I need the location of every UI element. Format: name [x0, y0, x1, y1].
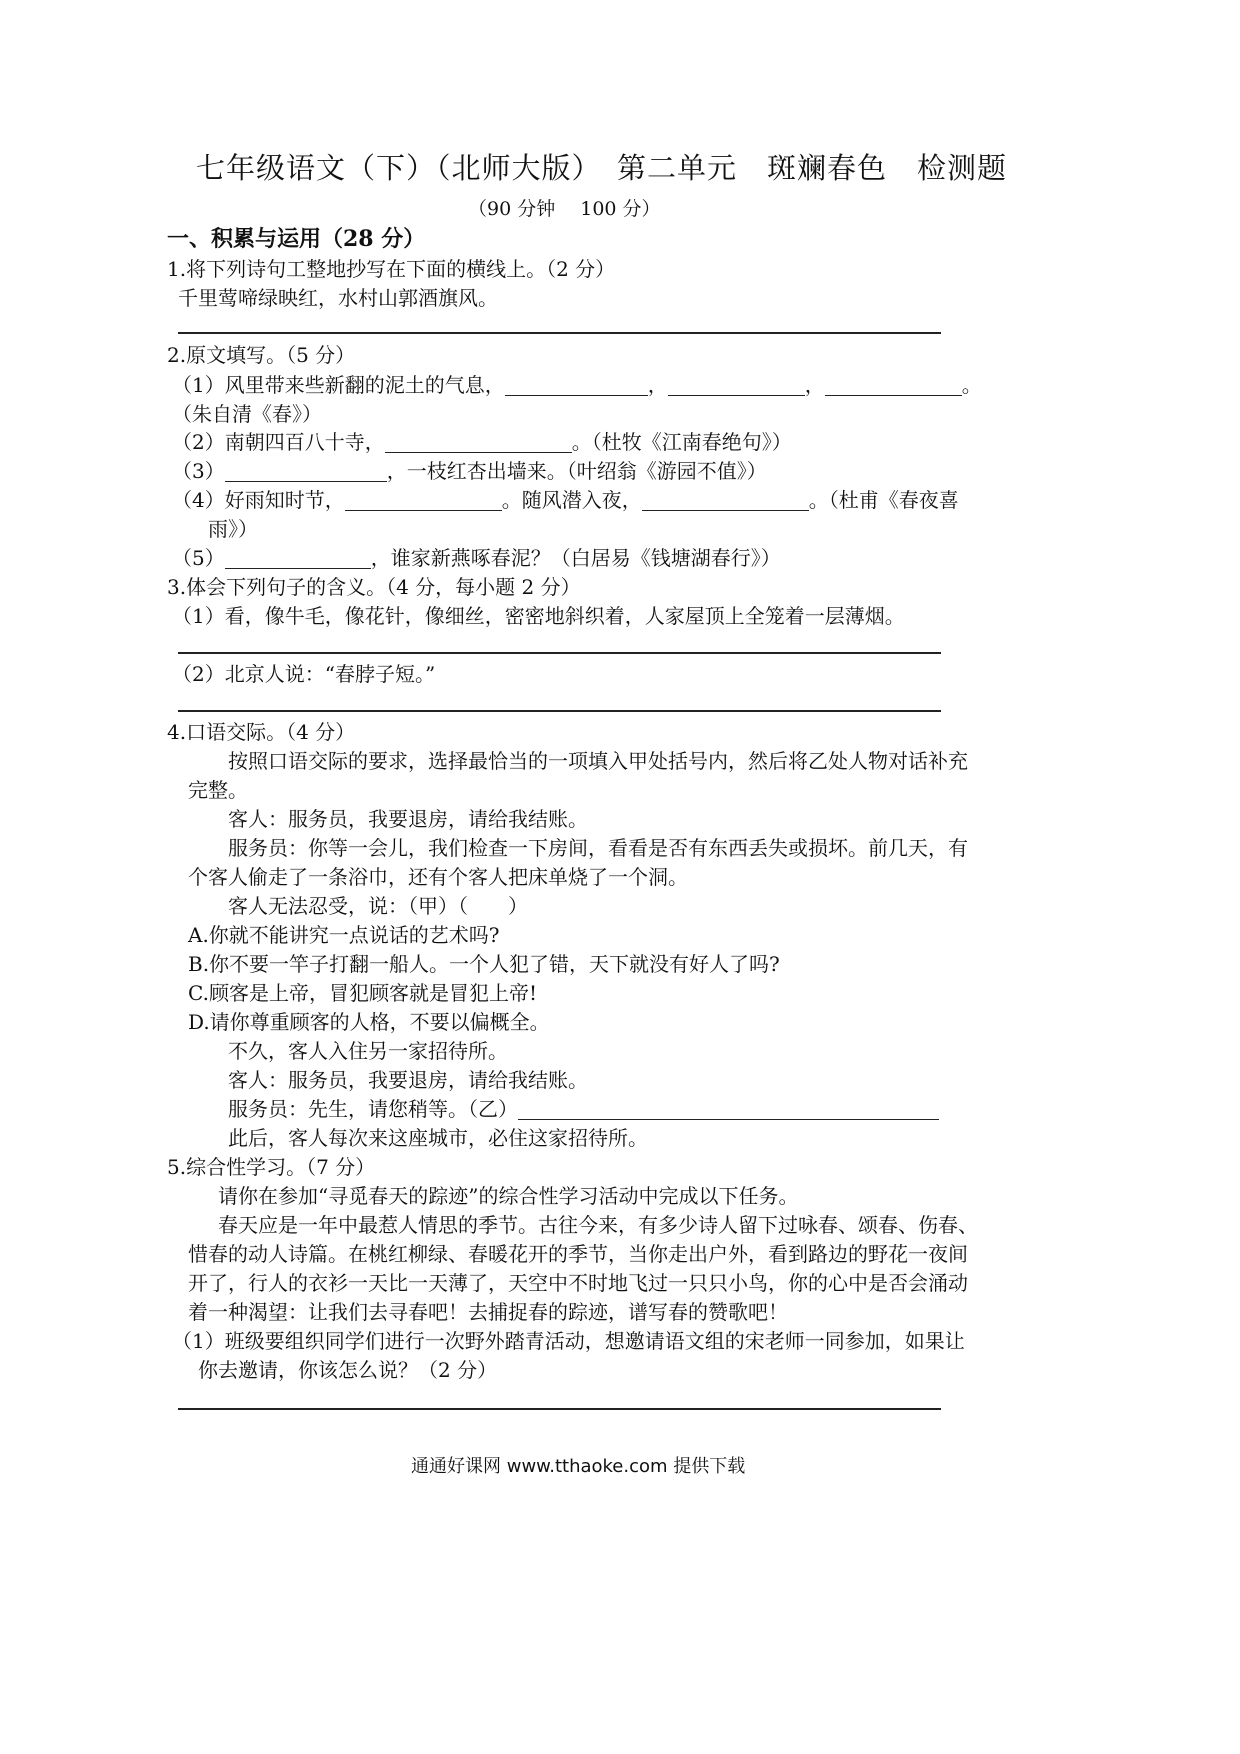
item-text: （5） — [172, 546, 225, 570]
fill-blank[interactable] — [642, 490, 809, 511]
dialogue-line: 不久，客人入住另一家招待所。 — [228, 1039, 508, 1063]
dialogue-line: 客人：服务员，我要退房，请给我结账。 — [228, 807, 588, 831]
item-text: （1）风里带来些新翻的泥土的气息， — [172, 373, 505, 397]
question-2-item-5 — [172, 545, 781, 571]
page-footer: 通通好课网 www.tthaoke.com 提供下载 — [411, 1456, 746, 1477]
dialogue-line: 个客人偷走了一条浴巾，还有个客人把床单烧了一个洞。 — [188, 865, 688, 889]
question-5-para: 着一种渴望：让我们去寻春吧！去捕捉春的踪迹，谱写春的赞歌吧！ — [188, 1300, 788, 1324]
dialogue-line: 此后，客人每次来这座城市，必住这家招待所。 — [228, 1126, 648, 1150]
answer-line — [178, 1408, 941, 1410]
question-4-intro: 按照口语交际的要求，选择最恰当的一项填入甲处括号内，然后将乙处人物对话补充 — [228, 749, 968, 773]
item-text: ，一枝红杏出墙来。（叶绍翁《游园不值》） — [386, 459, 767, 483]
answer-line — [178, 652, 941, 654]
item-text: 服务员：先生，请您稍等。（乙） — [228, 1097, 518, 1121]
fill-blank[interactable] — [518, 1099, 939, 1120]
question-2-item-3 — [172, 458, 767, 484]
item-text: ， — [647, 373, 668, 397]
fill-blank[interactable] — [505, 375, 648, 396]
dialogue-line: 客人：服务员，我要退房，请给我结账。 — [228, 1068, 588, 1092]
question-5-stem: 5.综合性学习。（7 分） — [167, 1155, 376, 1179]
item-text: 。随风潜入夜， — [501, 488, 642, 512]
question-3-item-1: （1）看，像牛毛，像花针，像细丝，密密地斜织着，人家屋顶上全笼着一层薄烟。 — [172, 604, 905, 628]
question-3-stem: 3.体会下列句子的含义。（4 分，每小题 2 分） — [167, 575, 581, 599]
fill-blank[interactable] — [668, 375, 805, 396]
dialogue-line: 服务员：你等一会儿，我们检查一下房间，看看是否有东西丢失或损坏。前几天，有 — [228, 836, 968, 860]
fill-blank[interactable] — [385, 432, 572, 453]
section-heading: 一、积累与运用（28 分） — [167, 226, 426, 252]
question-4-intro-cont: 完整。 — [188, 778, 248, 802]
fill-blank[interactable] — [225, 548, 371, 569]
question-5-para: 惜春的动人诗篇。在桃红柳绿、春暖花开的季节，当你走出户外，看到路边的野花一夜间 — [188, 1242, 968, 1266]
fill-blank[interactable] — [225, 461, 387, 482]
question-5-item-1: （1）班级要组织同学们进行一次野外踏青活动，想邀请语文组的宋老师一同参加，如果让 — [172, 1329, 965, 1353]
question-5-para: 请你在参加“寻觅春天的踪迹”的综合性学习活动中完成以下任务。 — [218, 1184, 799, 1208]
fill-blank[interactable] — [345, 490, 502, 511]
item-text: 。（杜牧《江南春绝句》） — [571, 430, 792, 454]
item-text: （3） — [172, 459, 225, 483]
fill-blank[interactable] — [825, 375, 962, 396]
question-2-item-1-source: （朱自清《春》） — [172, 402, 322, 426]
option-c: C.顾客是上帝，冒犯顾客就是冒犯上帝! — [188, 981, 537, 1005]
page-title: 七年级语文（下）（北师大版） 第二单元 斑斓春色 检测题 — [196, 151, 1008, 185]
question-5-para: 春天应是一年中最惹人情思的季节。古往今来，有多少诗人留下过咏春、颂春、伤春、 — [218, 1213, 978, 1237]
option-b: B.你不要一竿子打翻一船人。一个人犯了错，天下就没有好人了吗? — [188, 952, 780, 976]
question-2-item-1 — [172, 372, 982, 398]
question-1-poem: 千里莺啼绿映红，水村山郭酒旗风。 — [178, 286, 498, 310]
dialogue-line — [228, 1096, 939, 1122]
item-text: ，谁家新燕啄春泥？（白居易《钱塘湖春行》） — [370, 546, 781, 570]
question-4-stem: 4.口语交际。（4 分） — [167, 720, 356, 744]
item-text: 。 — [961, 373, 982, 397]
item-text: ， — [804, 373, 825, 397]
option-a: A.你就不能讲究一点说话的艺术吗? — [188, 923, 500, 947]
question-5-item-1-cont: 你去邀请，你该怎么说？（2 分） — [198, 1358, 498, 1382]
page-subtitle: （90 分钟 100 分） — [468, 198, 661, 220]
answer-line — [178, 332, 941, 334]
question-2-item-4 — [172, 487, 959, 513]
item-text: （2）南朝四百八十寺， — [172, 430, 385, 454]
question-5-para: 开了，行人的衣衫一天比一天薄了，天空中不时地飞过一只只小鸟，你的心中是否会涌动 — [188, 1271, 968, 1295]
item-text: （4）好雨知时节， — [172, 488, 345, 512]
answer-line — [178, 710, 941, 712]
question-2-stem: 2.原文填写。（5 分） — [167, 343, 356, 367]
question-2-item-4-cont: 雨》） — [208, 517, 258, 541]
dialogue-line: 客人无法忍受，说：（甲）（ ） — [228, 894, 528, 918]
question-1-stem: 1.将下列诗句工整地抄写在下面的横线上。（2 分） — [167, 257, 616, 281]
item-text: 。（杜甫《春夜喜 — [808, 488, 959, 512]
question-2-item-2 — [172, 429, 792, 455]
option-d: D.请你尊重顾客的人格，不要以偏概全。 — [188, 1010, 550, 1034]
question-3-item-2: （2）北京人说：“春脖子短。” — [172, 662, 436, 686]
